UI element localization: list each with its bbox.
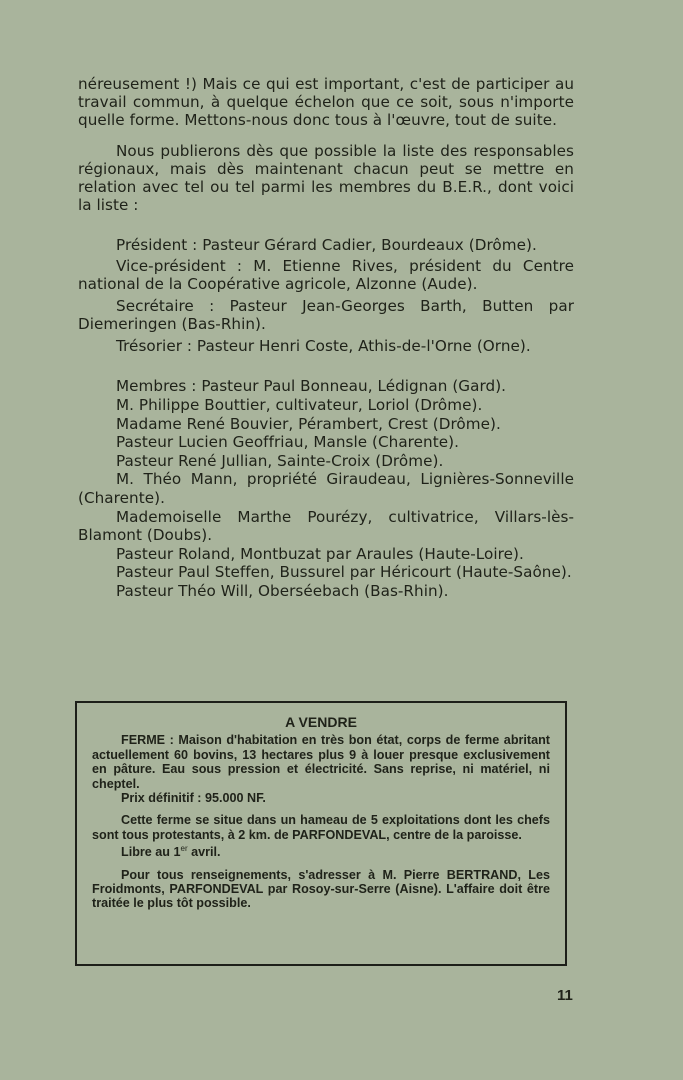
- for-sale-ad-box: [75, 701, 567, 966]
- ad-contact: Pour tous renseignements, s'adresser à M. Pierre BERTRAND, Les Froidmonts, PARFONDEVAL par Rosoy-sur-Serre (Aisne). L'affaire doit être traitée le plus tôt possible.: [92, 867, 550, 911]
- ad-availability-suffix: avril.: [187, 845, 221, 860]
- page-body: [78, 76, 574, 600]
- member-item: M. Théo Mann, propriété Giraudeau, Lignières-Sonneville (Charente).: [78, 470, 574, 507]
- intro-paragraph-2: Nous publierons dès que possible la liste des responsables régionaux, mais dès maintenant chacun peut se mettre en relation avec tel ou tel parmi les membres du B.E.R., dont voici la liste :: [78, 142, 574, 214]
- officer-secretary: Secrétaire : Pasteur Jean-Georges Barth, Butten par Diemeringen (Bas-Rhin).: [78, 296, 574, 333]
- officers-list: [78, 237, 574, 356]
- ad-location: Cette ferme se situe dans un hameau de 5 exploitations dont les chefs sont tous protestants, à 2 km. de PARFONDEVAL, centre de la paroisse.: [92, 813, 550, 842]
- ad-availability-prefix: Libre au 1: [121, 845, 181, 860]
- members-list: [78, 377, 574, 600]
- ad-description: FERME : Maison d'habitation en très bon état, corps de ferme abritant actuellement 60 bovins, 13 hectares plus 9 à louer presque exclusivement en pâture. Eau sous pression et électricité. Sans reprise, ni matériel, ni cheptel.: [92, 733, 550, 791]
- member-item: Pasteur Roland, Montbuzat par Araules (Haute-Loire).: [116, 544, 524, 563]
- member-item: Membres : Pasteur Paul Bonneau, Lédignan (Gard).: [116, 377, 507, 396]
- member-item: Mademoiselle Marthe Pourézy, cultivatrice, Villars-lès-Blamont (Doubs).: [78, 507, 574, 545]
- member-item: Pasteur René Jullian, Sainte-Croix (Drôme).: [116, 451, 444, 470]
- ad-availability: [92, 842, 550, 859]
- ad-availability-sup: er: [180, 844, 188, 854]
- officer-vice-president: Vice-président : M. Etienne Rives, président du Centre national de la Coopérative agricole, Alzonne (Aude).: [78, 257, 574, 294]
- ad-price: Prix définitif : 95.000 NF.: [121, 791, 266, 806]
- member-item: Pasteur Lucien Geoffriau, Mansle (Charente).: [116, 433, 459, 452]
- member-item: Pasteur Paul Steffen, Bussurel par Héricourt (Haute-Saône).: [116, 563, 572, 582]
- page-number: 11: [557, 987, 573, 1004]
- officer-treasurer: Trésorier : Pasteur Henri Coste, Athis-de-l'Orne (Orne).: [116, 336, 531, 355]
- ad-title: A VENDRE: [285, 714, 357, 730]
- member-item: Madame René Bouvier, Pérambert, Crest (Drôme).: [116, 414, 501, 433]
- intro-paragraph-1: néreusement !) Mais ce qui est important, c'est de participer au travail commun, à quelque échelon que ce soit, sous n'importe quelle forme. Mettons-nous donc tous à l'œuvre, tout de suite.: [78, 75, 574, 129]
- member-item: M. Philippe Bouttier, cultivateur, Loriol (Drôme).: [116, 395, 483, 414]
- officer-president: Président : Pasteur Gérard Cadier, Bourdeaux (Drôme).: [116, 235, 537, 254]
- member-item: Pasteur Théo Will, Oberséebach (Bas-Rhin).: [116, 581, 449, 600]
